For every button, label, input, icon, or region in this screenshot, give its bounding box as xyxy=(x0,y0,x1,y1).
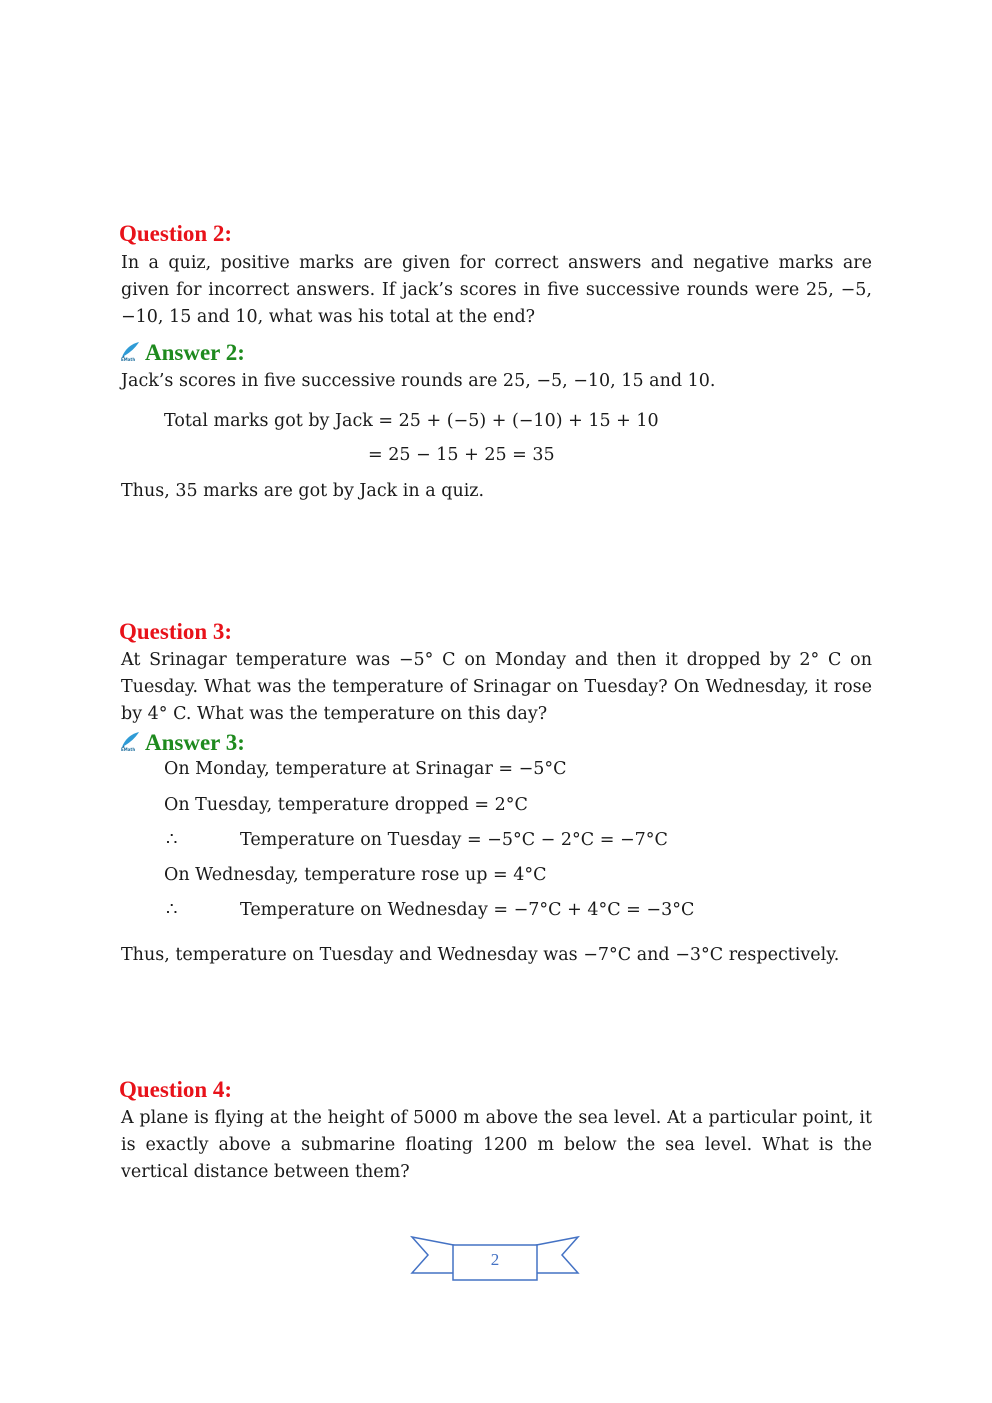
answer-3-conclusion: Thus, temperature on Tuesday and Wednesday was −7°C and −3°C respectively. xyxy=(121,945,840,965)
question-3-text: At Srinagar temperature was −5° C on Monday and then it dropped by 2° C on Tuesday. What was the temperature of Srinagar on Tuesday? On Wednesday, it rose by 4° C. What was the temperature on this day? xyxy=(121,650,872,724)
page-number: 2 xyxy=(490,1250,500,1269)
therefore-symbol: ∴ xyxy=(166,899,178,920)
svg-text:EMath: EMath xyxy=(121,357,136,361)
feather-logo-icon xyxy=(119,731,141,751)
answer-2-step-2: = 25 − 15 + 25 = 35 xyxy=(368,445,555,465)
answer-3-line-5: Temperature on Wednesday = −7°C + 4°C = −3°C xyxy=(240,900,695,920)
answer-3-line-3: Temperature on Tuesday = −5°C − 2°C = −7°C xyxy=(240,830,668,850)
answer-3-line-4: On Wednesday, temperature rose up = 4°C xyxy=(164,865,547,885)
question-2-heading: Question 2: xyxy=(119,221,233,246)
answer-3-line-2: On Tuesday, temperature dropped = 2°C xyxy=(164,795,528,815)
question-2-text: In a quiz, positive marks are given for correct answers and negative marks are given for incorrect answers. If jack’s scores in five successive rounds were 25, −5, −10, 15 and 10, what was his total at the end? xyxy=(121,253,872,327)
answer-2-step-1: Total marks got by Jack = 25 + (−5) + (−10) + 15 + 10 xyxy=(164,411,659,431)
question-3-heading: Question 3: xyxy=(119,619,233,644)
feather-logo-icon xyxy=(119,341,141,361)
question-4-heading: Question 4: xyxy=(119,1077,233,1102)
answer-3-heading xyxy=(119,730,245,756)
therefore-symbol: ∴ xyxy=(166,829,178,850)
answer-2-heading xyxy=(119,340,245,366)
answer-3-label: Answer 3: xyxy=(145,730,245,755)
answer-3-line-1: On Monday, temperature at Srinagar = −5°C xyxy=(164,759,567,779)
question-4-text: A plane is flying at the height of 5000 m above the sea level. At a particular point, it is exactly above a submarine floating 1200 m below the sea level. What is the vertical distance between them? xyxy=(121,1108,872,1182)
answer-2-conclusion: Thus, 35 marks are got by Jack in a quiz. xyxy=(121,481,485,501)
answer-2-label: Answer 2: xyxy=(145,340,245,365)
svg-text:EMath: EMath xyxy=(121,747,136,751)
answer-2-intro: Jack’s scores in five successive rounds are 25, −5, −10, 15 and 10. xyxy=(121,371,716,391)
